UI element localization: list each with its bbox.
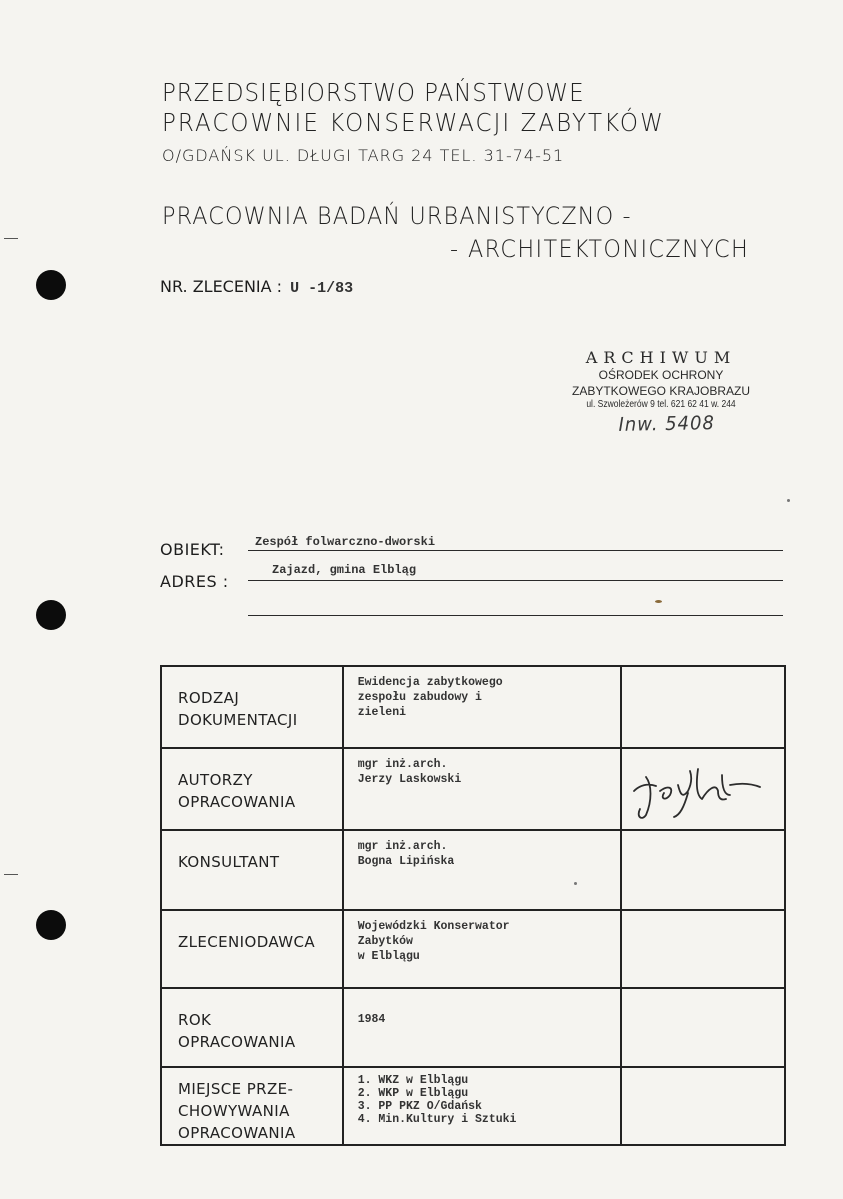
row-value: 1984: [357, 1013, 386, 1026]
stamp-title: ARCHIWUM: [585, 348, 737, 367]
table-row: [161, 830, 785, 910]
address-line-2: [248, 615, 783, 616]
speck: [787, 499, 790, 502]
punch-hole: [36, 600, 66, 630]
header-address: O/GDAŃSK UL. DŁUGI TARG 24 TEL. 31-74-51: [162, 146, 565, 165]
header-company: PRZEDSIĘBIORSTWO PAŃSTWOWE: [162, 78, 585, 107]
stamp-line-2: ZABYTKOWEGO KRAJOBRAZU: [571, 384, 751, 398]
row-label: AUTORZY OPRACOWANIA: [178, 771, 296, 811]
archive-stamp: [556, 348, 766, 410]
row-label: MIEJSCE PRZE- CHOWYWANIA OPRACOWANIA: [178, 1080, 296, 1142]
row-label: ZLECENIODAWCA: [178, 933, 316, 951]
table-row: [161, 910, 785, 988]
row-value: mgr inż.arch. Jerzy Laskowski: [357, 758, 462, 786]
object-label: OBIEKT:: [160, 540, 225, 559]
address-line: [248, 580, 783, 581]
punch-hole: [36, 910, 66, 940]
order-value: U -1/83: [290, 280, 354, 297]
object-line: [248, 550, 783, 551]
row-value: 1. WKZ w Elblągu 2. WKP w Elblągu 3. PP PKZ O/Gdańsk 4. Min.Kultury i Sztuki: [357, 1074, 517, 1126]
stamp-line-1: OŚRODEK OCHRONY: [598, 368, 724, 382]
margin-tick: [4, 238, 18, 239]
signature-cell: [621, 830, 785, 910]
order-number: [160, 277, 353, 297]
signature-cell: [621, 988, 785, 1067]
row-value: Ewidencja zabytkowego zespołu zabudowy i zieleni: [357, 676, 503, 719]
signature-cell: [621, 910, 785, 988]
stamp-address: ul. Szwoleżerów 9 tel. 621 62 41 w. 244: [586, 399, 736, 410]
signature-cell: [621, 666, 785, 748]
documentation-table: [160, 665, 786, 1146]
signature-cell: [621, 1067, 785, 1145]
inventory-number: Inw. 5408: [618, 412, 716, 436]
handwritten-signature: [626, 755, 782, 825]
signature-cell: [621, 748, 785, 830]
speck: [574, 882, 577, 885]
table-row: [161, 1067, 785, 1145]
header-department-cont: - ARCHITEKTONICZNYCH: [450, 235, 750, 263]
row-value: mgr inż.arch. Bogna Lipińska: [357, 840, 455, 868]
margin-tick: [4, 874, 18, 875]
address-label: ADRES :: [160, 572, 229, 591]
header-workshop: PRACOWNIE KONSERWACJI ZABYTKÓW: [162, 108, 665, 137]
header-department: PRACOWNIA BADAŃ URBANISTYCZNO -: [162, 202, 632, 230]
object-value: Zespół folwarczno-dworski: [255, 535, 436, 549]
order-label: NR. ZLECENIA :: [160, 277, 283, 296]
table-row: [161, 666, 785, 748]
punch-hole: [36, 270, 66, 300]
table-row: [161, 748, 785, 830]
row-value: Wojewódzki Konserwator Zabytków w Elblągu: [357, 920, 510, 963]
row-label: KONSULTANT: [178, 853, 280, 871]
table-row: [161, 988, 785, 1067]
row-label: ROK OPRACOWANIA: [178, 1011, 296, 1051]
row-label: RODZAJ DOKUMENTACJI: [178, 689, 298, 729]
address-value: Zajazd, gmina Elbląg: [272, 563, 417, 577]
ink-spot: [655, 600, 662, 603]
